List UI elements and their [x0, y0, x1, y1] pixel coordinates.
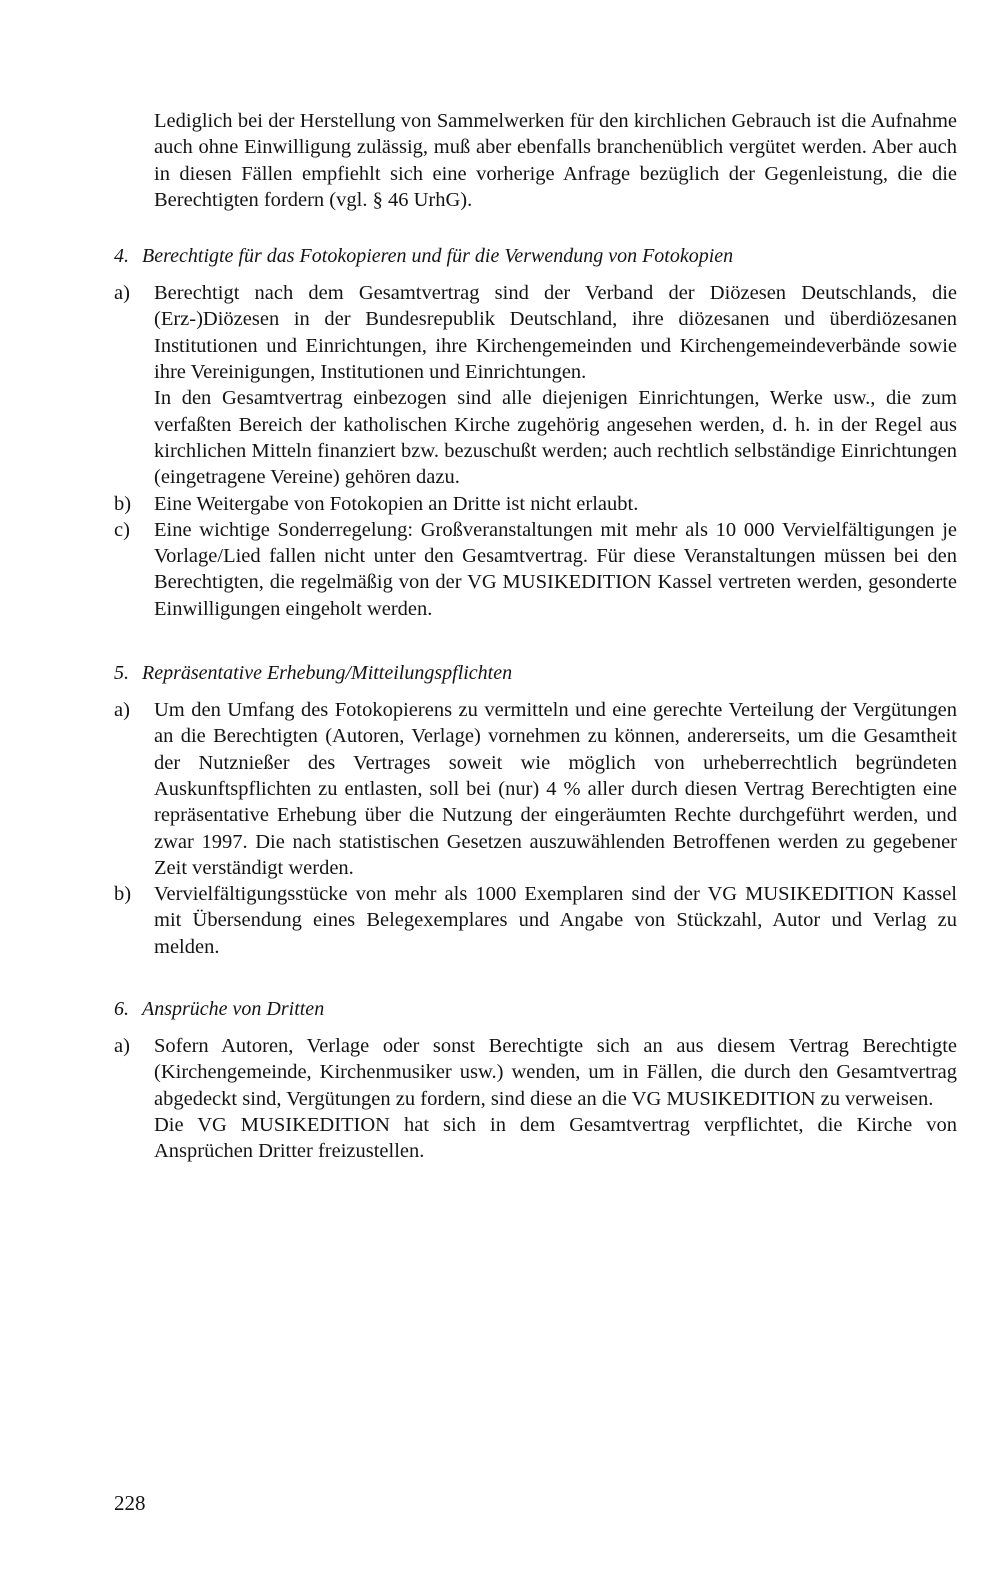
section-4-title: Berechtigte für das Fotokopieren und für die Verwendung von Fotokopien [142, 245, 734, 268]
item-label: c) [114, 518, 130, 541]
section-5-title: Repräsentative Erhebung/Mitteilungspflichten [142, 662, 513, 685]
section-5-item-b [114, 881, 957, 960]
item-label: b) [114, 883, 132, 906]
page-number: 228 [114, 1491, 146, 1515]
item-paragraph: Eine Weitergabe von Fotokopien an Dritte ist nicht erlaubt. [154, 492, 639, 515]
section-4-heading [114, 243, 957, 269]
section-6 [114, 996, 957, 1164]
item-label: a) [114, 699, 130, 722]
item-paragraph: Sofern Autoren, Verlage oder sonst Berechtigte sich an aus diesem Vertrag Berechtigte (Kirchengemeinde, Kirchenmusiker usw.) wenden, um in Fällen, die durch den Gesamtvertrag abgedeckt sind, Vergütungen zu fordern, sind diese an die VG MUSIKEDITION zu verweisen. [154, 1035, 957, 1110]
section-5-heading [114, 660, 957, 686]
section-6-item-a [114, 1033, 957, 1164]
section-4-item-b [114, 491, 957, 517]
section-5-item-a [114, 697, 957, 881]
page-body [114, 108, 957, 1165]
section-5-number: 5. [114, 662, 129, 685]
intro-paragraph: Lediglich bei der Herstellung von Sammelwerken für den kirchlichen Gebrauch ist die Aufnahme auch ohne Einwilligung zulässig, muß aber ebenfalls branchenüblich vergütet werden. Aber auch in diesen Fällen empfiehlt sich eine vorherige Anfrage bezüglich der Gegenleistung, die die Berechtigten fordern (vgl. § 46 UrhG). [154, 110, 957, 211]
section-5 [114, 660, 957, 960]
item-paragraph: Berechtigt nach dem Gesamtvertrag sind der Verband der Diözesen Deutschlands, die (Erz-)Diözesen in der Bundesrepublik Deutschland, ihre diözesanen und überdiözesanen Institutionen und Einrichtungen, ihre Kirchengemeinden und Kirchengemeindeverbände sowie ihre Vereinigungen, Institutionen und Einrichtungen. [154, 282, 957, 384]
item-paragraph: In den Gesamtvertrag einbezogen sind alle diejenigen Einrichtungen, Werke usw., die zum verfaßten Bereich der katholischen Kirche zugehörig angesehen werden, d. h. in der Regel aus kirchlichen Mitteln finanziert bzw. bezuschußt werden; auch rechtlich selbständige Einrichtungen (eingetragene Vereine) gehören dazu. [154, 387, 957, 489]
item-paragraph: Die VG MUSIKEDITION hat sich in dem Gesamtvertrag verpflichtet, die Kirche von Ansprüchen Dritter freizustellen. [154, 1113, 957, 1163]
section-6-title: Ansprüche von Dritten [142, 998, 325, 1021]
section-4-item-a [114, 280, 957, 490]
item-label: b) [114, 492, 132, 515]
section-6-number: 6. [114, 998, 129, 1021]
item-label: a) [114, 282, 130, 305]
item-paragraph: Eine wichtige Sonderregelung: Großveranstaltungen mit mehr als 10 000 Vervielfältigungen je Vorlage/Lied fallen nicht unter den Gesamtvertrag. Für diese Veranstaltungen müssen bei den Berechtigten, die regelmäßig von der VG MUSIKEDITION Kassel vertreten werden, gesonderte Einwilligungen eingeholt werden. [154, 518, 957, 620]
section-4-item-c [114, 517, 957, 622]
item-paragraph: Um den Umfang des Fotokopierens zu vermitteln und eine gerechte Verteilung der Vergütungen an die Berechtigten (Autoren, Verlage) vornehmen zu können, andererseits, um die Gesamtheit der Nutznießer des Vertrages soweit wie möglich von urheberrechtlich begründeten Auskunftspflichten zu entlasten, soll bei (nur) 4 % aller durch diesen Vertrag Berechtigten eine repräsentative Erhebung über die Nutzung der eingeräumten Rechte durchgeführt werden, und zwar 1997. Die nach statistischen Gesetzen auszuwählenden Betroffenen werden zu gegebener Zeit verständigt werden. [154, 699, 957, 879]
section-4 [114, 243, 957, 622]
section-6-heading [114, 996, 957, 1022]
section-4-number: 4. [114, 245, 129, 268]
item-paragraph: Vervielfältigungsstücke von mehr als 1000 Exemplaren sind der VG MUSIKEDITION Kassel mit Übersendung eines Belegexemplares und Angabe von Stückzahl, Autor und Verlag zu melden. [154, 883, 957, 958]
item-label: a) [114, 1035, 130, 1058]
